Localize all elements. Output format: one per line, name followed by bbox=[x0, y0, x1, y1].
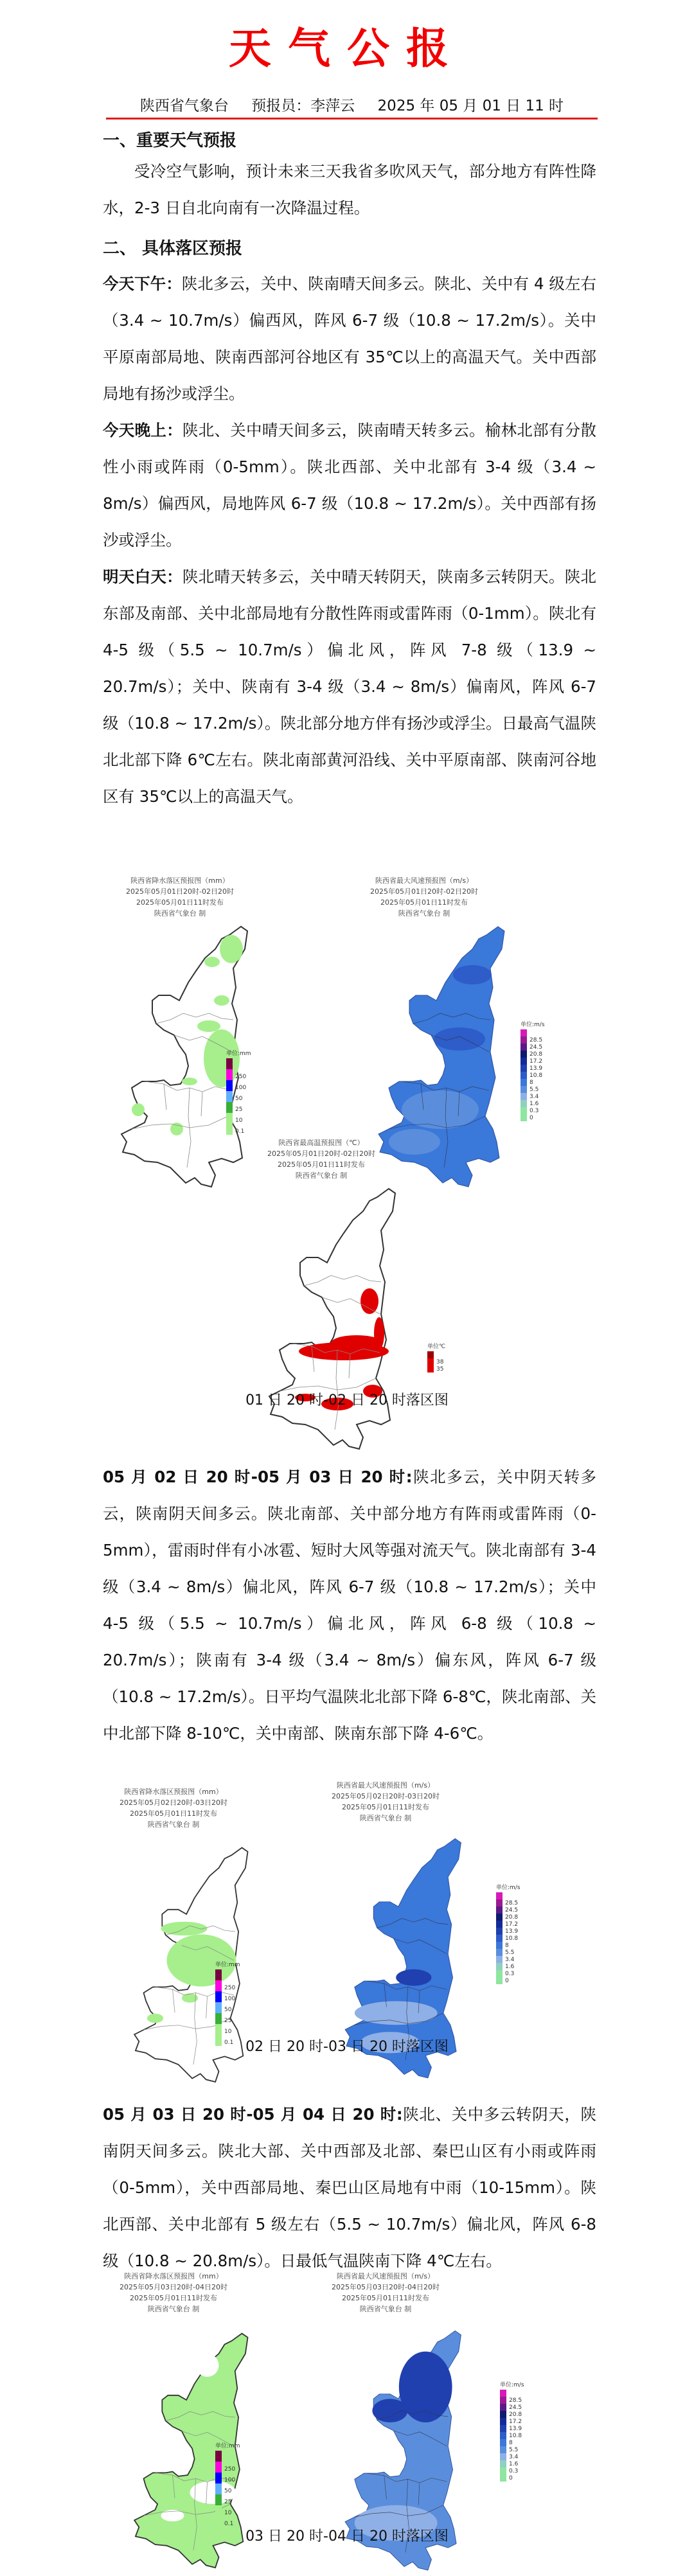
legend-item bbox=[520, 1107, 545, 1114]
map-maker: 陕西省气象台 制 bbox=[147, 1820, 200, 1829]
wind-legend bbox=[520, 1020, 545, 1121]
forecast-tomorrow-day bbox=[103, 558, 596, 815]
legend-swatch bbox=[520, 1058, 527, 1065]
legend-swatch bbox=[215, 2462, 222, 2473]
legend-item bbox=[520, 1079, 545, 1086]
map-title: 陕西省降水落区预报图（mm） bbox=[124, 1788, 223, 1796]
legend-item bbox=[520, 1065, 545, 1072]
map-title: 陕西省最大风速预报图（m/s） bbox=[375, 876, 474, 885]
agency-name: 陕西省气象台 bbox=[139, 98, 229, 114]
map-issued: 2025年05月01日11时发布 bbox=[342, 1803, 429, 1811]
map-issued: 2025年05月01日11时发布 bbox=[380, 898, 468, 907]
map-title: 陕西省降水落区预报图（mm） bbox=[130, 876, 229, 885]
map-period: 2025年05月02日20时-03日20时 bbox=[120, 1799, 227, 1807]
legend-swatch bbox=[496, 1892, 503, 1899]
legend-label: 25 bbox=[235, 1106, 243, 1113]
legend-swatch bbox=[496, 1949, 503, 1956]
legend-label: 250 bbox=[235, 1074, 247, 1080]
legend-item bbox=[500, 2432, 524, 2439]
legend-label: 24.5 bbox=[505, 1907, 519, 1914]
legend-item bbox=[215, 2024, 240, 2035]
legend-item bbox=[500, 2418, 524, 2425]
legend-label: 0.3 bbox=[529, 1108, 539, 1114]
legend-item bbox=[215, 2473, 240, 2483]
legend-swatch bbox=[520, 1065, 527, 1072]
legend-item bbox=[496, 1970, 520, 1977]
map-maker: 陕西省气象台 制 bbox=[154, 909, 206, 918]
period-text: 陕北、关中多云转阴天，陕南阴天间多云。陕北大部、关中西部及北部、秦巴山区有小雨或阵雨（0-5mm），关中西部局地、秦巴山区局地有中雨（10-15mm）。陕北西部、关中北部有 5 级左右（5.5 ~ 10.7m/s）偏北风，阵风 6-8 级（10.8 ~ 20.8m/s）。日最低气温陕南下降 4℃左右。 bbox=[103, 2105, 596, 2270]
map-caption-day1: 01 日 20 时-02 日 20 时落区图 bbox=[245, 1392, 449, 1408]
legend-swatch bbox=[215, 2505, 222, 2516]
legend-swatch bbox=[427, 1358, 434, 1365]
legend-label: 0 bbox=[509, 2475, 513, 2482]
legend-swatch bbox=[500, 2460, 506, 2467]
legend-swatch bbox=[496, 1921, 503, 1928]
legend-item bbox=[496, 1963, 520, 1970]
map-issued: 2025年05月01日11时发布 bbox=[130, 1809, 217, 1818]
map-title: 陕西省最高温预报图（℃） bbox=[278, 1139, 364, 1147]
legend-item bbox=[520, 1093, 545, 1100]
legend-item bbox=[520, 1086, 545, 1093]
legend-label: 1.6 bbox=[529, 1101, 539, 1107]
period-text: 陕北、关中晴天间多云，陕南晴天转多云。榆林北部有分散性小雨或阵雨（0-5mm）。陕北西部、关中北部有 3-4 级（3.4 ~ 8m/s）偏西风，局地阵风 6-7 级（10.8 ~ 17.2m/s）。关中西部有扬沙或浮尘。 bbox=[103, 421, 597, 549]
period-label: 明天白天： bbox=[103, 567, 182, 586]
legend-item bbox=[520, 1100, 545, 1107]
legend-item bbox=[520, 1036, 545, 1044]
legend-label: 100 bbox=[224, 2477, 236, 2483]
legend-label: 8 bbox=[509, 2440, 513, 2446]
legend-item bbox=[215, 2483, 240, 2494]
legend-label: 1.6 bbox=[505, 1964, 515, 1970]
legend-label: 0.1 bbox=[224, 2521, 234, 2527]
legend-item bbox=[215, 2494, 240, 2505]
wind-map-day1 bbox=[360, 875, 565, 1119]
legend-swatch bbox=[215, 2002, 222, 2013]
legend-swatch bbox=[226, 1113, 233, 1124]
legend-item bbox=[520, 1044, 545, 1051]
legend-swatch bbox=[496, 1906, 503, 1914]
legend-swatch bbox=[215, 1980, 222, 1991]
map-issued: 2025年05月01日11时发布 bbox=[278, 1160, 365, 1169]
legend-swatch bbox=[520, 1036, 527, 1044]
legend-swatch bbox=[500, 2397, 506, 2404]
legend-item bbox=[496, 1928, 520, 1935]
legend-swatch bbox=[500, 2390, 506, 2397]
legend-swatch bbox=[215, 2451, 222, 2462]
legend-label: 20.8 bbox=[509, 2412, 522, 2418]
wind-map-day2 bbox=[321, 1780, 540, 2024]
important-forecast-text: 受冷空气影响，预计未来三天我省多吹风天气，部分地方有阵性降水，2-3 日自北向南有一次降温过程。 bbox=[103, 162, 596, 217]
legend-label: 50 bbox=[224, 2007, 232, 2013]
legend-swatch bbox=[226, 1058, 233, 1069]
legend-item bbox=[500, 2404, 524, 2411]
legend-swatch bbox=[215, 1969, 222, 1980]
legend-item bbox=[215, 2462, 240, 2473]
legend-swatch bbox=[520, 1079, 527, 1086]
period-label: 05 月 03 日 20 时-05 月 04 日 20 时: bbox=[103, 2105, 403, 2124]
legend-label: 3.4 bbox=[505, 1957, 515, 1963]
legend-label: 20.8 bbox=[505, 1914, 519, 1921]
legend-label: 0.1 bbox=[235, 1128, 245, 1135]
legend-label: 10 bbox=[224, 2029, 232, 2035]
legend-item bbox=[500, 2439, 524, 2446]
legend-swatch bbox=[520, 1093, 527, 1100]
legend-item bbox=[427, 1365, 445, 1372]
legend-label: 0 bbox=[505, 1978, 509, 1984]
legend-item bbox=[520, 1051, 545, 1058]
bulletin-title: 天气公报 bbox=[229, 24, 465, 73]
legend-item bbox=[226, 1113, 251, 1124]
legend-item bbox=[500, 2467, 524, 2474]
legend-label: 25 bbox=[224, 2018, 232, 2024]
legend-item bbox=[215, 2002, 240, 2013]
legend-swatch bbox=[215, 2013, 222, 2024]
rain-legend bbox=[215, 1960, 240, 2046]
wind-map-day3 bbox=[321, 2271, 540, 2515]
wind-legend bbox=[500, 2380, 524, 2482]
legend-swatch bbox=[226, 1124, 233, 1135]
legend-label: 24.5 bbox=[509, 2404, 522, 2411]
legend-swatch bbox=[500, 2418, 506, 2425]
rain-map-day3 bbox=[119, 2271, 286, 2527]
legend-swatch bbox=[215, 2483, 222, 2494]
map-maker: 陕西省气象台 制 bbox=[398, 909, 450, 918]
map-caption-day2: 02 日 20 时-03 日 20 时落区图 bbox=[245, 2039, 449, 2055]
map-period: 2025年05月01日20时-02日20时 bbox=[370, 887, 478, 896]
legend-swatch bbox=[500, 2474, 506, 2482]
legend-item bbox=[496, 1914, 520, 1921]
legend-label: 35 bbox=[436, 1366, 444, 1372]
legend-item bbox=[500, 2453, 524, 2460]
legend-unit: 单位:m/s bbox=[496, 1885, 520, 1891]
forecast-tonight bbox=[103, 412, 596, 558]
legend-label: 1.6 bbox=[509, 2461, 519, 2467]
forecast-day2 bbox=[103, 1459, 596, 1752]
legend-item bbox=[496, 1935, 520, 1942]
province-map bbox=[267, 1186, 402, 1455]
map-period: 2025年05月02日20时-03日20时 bbox=[332, 1792, 440, 1800]
legend-swatch bbox=[427, 1365, 434, 1372]
legend-item bbox=[500, 2425, 524, 2432]
map-title: 陕西省降水落区预报图（mm） bbox=[124, 2272, 223, 2280]
rain-legend bbox=[226, 1049, 251, 1135]
legend-swatch bbox=[496, 1899, 503, 1906]
legend-swatch bbox=[496, 1935, 503, 1942]
legend-item bbox=[496, 1949, 520, 1956]
legend-label: 17.2 bbox=[505, 1921, 519, 1928]
legend-swatch bbox=[520, 1086, 527, 1093]
legend-swatch bbox=[496, 1942, 503, 1949]
legend-swatch bbox=[496, 1928, 503, 1935]
legend-item bbox=[500, 2474, 524, 2482]
legend-label: 17.2 bbox=[509, 2419, 522, 2425]
legend-swatch bbox=[496, 1956, 503, 1963]
legend-swatch bbox=[520, 1029, 527, 1036]
legend-item bbox=[215, 2505, 240, 2516]
forecaster: 预报员：李萍云 bbox=[251, 98, 355, 114]
legend-swatch bbox=[520, 1044, 527, 1051]
legend-swatch bbox=[215, 2024, 222, 2035]
legend-label: 28.5 bbox=[505, 1900, 519, 1906]
legend-swatch bbox=[427, 1351, 434, 1358]
legend-unit: 单位:mm bbox=[215, 1962, 240, 1968]
temp-map-day1 bbox=[257, 1137, 476, 1381]
legend-swatch bbox=[226, 1069, 233, 1080]
period-text: 陕北晴天转多云，关中晴天转阴天，陕南多云转阴天。陕北东部及南部、关中北部局地有分散性阵雨或雷阵雨（0-1mm）。陕北有 4-5 级（5.5 ~ 10.7m/s）偏北风，阵风 7-8 级（13.9 ~ 20.7m/s）；关中、陕南有 3-4 级（3.4 ~ 8m/s）偏南风，阵风 6-7 级（10.8 ~ 17.2m/s）。陕北部分地方伴有扬沙或浮尘。日最高气温陕北北部下降 6℃左右。陕北南部黄河沿线、关中平原南部、陕南河谷地区有 35℃以上的高温天气。 bbox=[103, 567, 597, 806]
legend-item bbox=[427, 1358, 445, 1365]
legend-label: 13.9 bbox=[529, 1065, 543, 1072]
legend-swatch bbox=[520, 1107, 527, 1114]
legend-item bbox=[496, 1956, 520, 1963]
legend-label: 28.5 bbox=[509, 2397, 522, 2404]
legend-item bbox=[496, 1942, 520, 1949]
wind-legend bbox=[496, 1883, 520, 1984]
period-text: 陕北多云，关中阴天转多云，陕南阴天间多云。陕北南部、关中部分地方有阵雨或雷阵雨（0-5mm），雷雨时伴有小冰雹、短时大风等强对流天气。陕北南部有 3-4 级（3.4 ~ 8m/s）偏北风，阵风 6-7 级（10.8 ~ 17.2m/s）；关中 4-5 级（5.5 ~ 10.7m/s）偏北风，阵风 6-8 级（10.8 ~ 20.7m/s）；陕南有 3-4 级（3.4 ~ 8m/s）偏东风，阵风 6-7 级（10.8 ~ 17.2m/s）。日平均气温陕北北部下降 6-8℃，陕北南部、关中北部下降 8-10℃，关中南部、陕南东部下降 4-6℃。 bbox=[103, 1468, 597, 1743]
legend-swatch bbox=[226, 1102, 233, 1113]
legend-label: 50 bbox=[235, 1096, 243, 1102]
legend-swatch bbox=[520, 1100, 527, 1107]
legend-item bbox=[496, 1921, 520, 1928]
legend-swatch bbox=[500, 2446, 506, 2453]
legend-label: 38 bbox=[436, 1359, 444, 1365]
section-heading-important: 一、重要天气预报 bbox=[103, 131, 237, 150]
legend-unit: 单位℃ bbox=[427, 1344, 446, 1350]
legend-unit: 单位:mm bbox=[215, 2443, 240, 2449]
map-issued: 2025年05月01日11时发布 bbox=[130, 2294, 217, 2302]
legend-label: 10 bbox=[224, 2510, 232, 2516]
map-period: 2025年05月03日20时-04日20时 bbox=[120, 2283, 227, 2291]
period-label: 05 月 02 日 20 时-05 月 03 日 20 时: bbox=[103, 1468, 413, 1486]
legend-swatch bbox=[215, 2473, 222, 2483]
legend-label: 5.5 bbox=[529, 1087, 539, 1093]
legend-label: 250 bbox=[224, 2466, 236, 2473]
legend-item bbox=[226, 1091, 251, 1102]
rain-legend bbox=[215, 2441, 240, 2527]
legend-unit: 单位:m/s bbox=[520, 1022, 545, 1028]
legend-label: 28.5 bbox=[529, 1037, 543, 1044]
section-heading-detail: 二、 具体落区预报 bbox=[103, 239, 243, 258]
legend-label: 13.9 bbox=[505, 1928, 519, 1935]
legend-item bbox=[500, 2397, 524, 2404]
legend-label: 13.9 bbox=[509, 2426, 522, 2432]
legend-item bbox=[215, 1991, 240, 2002]
legend-swatch bbox=[520, 1114, 527, 1121]
legend-label: 100 bbox=[224, 1996, 236, 2002]
map-maker: 陕西省气象台 制 bbox=[359, 1814, 412, 1822]
legend-label: 50 bbox=[224, 2488, 232, 2494]
map-maker: 陕西省气象台 制 bbox=[359, 2305, 412, 2313]
map-title: 陕西省最大风速预报图（m/s） bbox=[336, 2272, 435, 2280]
legend-swatch bbox=[500, 2439, 506, 2446]
legend-label: 100 bbox=[235, 1085, 247, 1091]
legend-item bbox=[496, 1977, 520, 1984]
map-issued: 2025年05月01日11时发布 bbox=[342, 2294, 429, 2302]
forecast-this-afternoon bbox=[103, 265, 596, 412]
legend-label: 10.8 bbox=[509, 2433, 522, 2439]
map-issued: 2025年05月01日11时发布 bbox=[136, 898, 224, 907]
map-period: 2025年05月01日20时-02日20时 bbox=[126, 887, 234, 896]
legend-swatch bbox=[226, 1091, 233, 1102]
temp-legend bbox=[427, 1342, 445, 1372]
legend-item bbox=[226, 1102, 251, 1113]
legend-swatch bbox=[500, 2467, 506, 2474]
legend-item bbox=[215, 2013, 240, 2024]
map-maker: 陕西省气象台 制 bbox=[295, 1171, 348, 1180]
legend-swatch bbox=[496, 1970, 503, 1977]
legend-label: 20.8 bbox=[529, 1051, 543, 1058]
legend-item bbox=[226, 1080, 251, 1091]
legend-label: 8 bbox=[529, 1079, 533, 1086]
legend-swatch bbox=[500, 2404, 506, 2411]
legend-label: 3.4 bbox=[509, 2454, 519, 2460]
legend-label: 24.5 bbox=[529, 1044, 543, 1051]
legend-unit: 单位:mm bbox=[226, 1051, 251, 1057]
map-title: 陕西省最大风速预报图（m/s） bbox=[336, 1781, 435, 1790]
period-label: 今天晚上： bbox=[103, 421, 182, 440]
legend-swatch bbox=[500, 2425, 506, 2432]
legend-label: 0.3 bbox=[505, 1971, 515, 1977]
legend-item bbox=[496, 1899, 520, 1906]
map-period: 2025年05月01日20时-02日20时 bbox=[267, 1150, 375, 1158]
legend-swatch bbox=[496, 1963, 503, 1970]
legend-item bbox=[500, 2411, 524, 2418]
legend-swatch bbox=[500, 2411, 506, 2418]
legend-item bbox=[226, 1124, 251, 1135]
legend-item bbox=[520, 1058, 545, 1065]
map-maker: 陕西省气象台 制 bbox=[147, 2305, 200, 2313]
legend-swatch bbox=[500, 2432, 506, 2439]
legend-label: 250 bbox=[224, 1985, 236, 1991]
legend-swatch bbox=[520, 1072, 527, 1079]
legend-item bbox=[500, 2446, 524, 2453]
legend-swatch bbox=[496, 1914, 503, 1921]
legend-label: 0.3 bbox=[509, 2468, 519, 2474]
legend-item bbox=[500, 2460, 524, 2467]
map-period: 2025年05月03日20时-04日20时 bbox=[332, 2283, 440, 2291]
legend-label: 5.5 bbox=[505, 1950, 515, 1956]
legend-label: 10 bbox=[235, 1117, 243, 1124]
bulletin-header bbox=[106, 94, 598, 120]
legend-label: 8 bbox=[505, 1942, 509, 1949]
legend-item bbox=[496, 1906, 520, 1914]
rain-map-day2 bbox=[119, 1786, 286, 2046]
legend-item bbox=[520, 1072, 545, 1079]
legend-label: 5.5 bbox=[509, 2447, 519, 2453]
legend-label: 10.8 bbox=[505, 1935, 519, 1942]
legend-swatch bbox=[520, 1051, 527, 1058]
legend-label: 0 bbox=[529, 1115, 533, 1121]
legend-unit: 单位:m/s bbox=[500, 2382, 524, 2388]
legend-label: 10.8 bbox=[529, 1072, 543, 1079]
issue-time: 2025 年 05 月 01 日 11 时 bbox=[377, 98, 564, 114]
period-text: 陕北多云，关中、陕南晴天间多云。陕北、关中有 4 级左右（3.4 ~ 10.7m/s）偏西风，阵风 6-7 级（10.8 ~ 17.2m/s）。关中平原南部局地、陕南西部河谷地区有 35℃以上的高温天气。关中西部局地有扬沙或浮尘。 bbox=[103, 274, 596, 403]
legend-label: 17.2 bbox=[529, 1058, 543, 1065]
legend-swatch bbox=[215, 1991, 222, 2002]
legend-item bbox=[520, 1114, 545, 1121]
rain-map-day1 bbox=[122, 875, 283, 1135]
forecast-day3 bbox=[103, 2096, 596, 2279]
legend-swatch bbox=[215, 2494, 222, 2505]
legend-label: 3.4 bbox=[529, 1094, 539, 1100]
period-label: 今天下午： bbox=[103, 274, 182, 293]
legend-swatch bbox=[496, 1977, 503, 1984]
map-caption-day3: 03 日 20 时-04 日 20 时落区图 bbox=[245, 2528, 449, 2545]
legend-item bbox=[226, 1069, 251, 1080]
legend-label: 25 bbox=[224, 2499, 232, 2505]
legend-label: 0.1 bbox=[224, 2039, 234, 2046]
legend-swatch bbox=[500, 2453, 506, 2460]
legend-item bbox=[215, 1980, 240, 1991]
legend-swatch bbox=[226, 1080, 233, 1091]
